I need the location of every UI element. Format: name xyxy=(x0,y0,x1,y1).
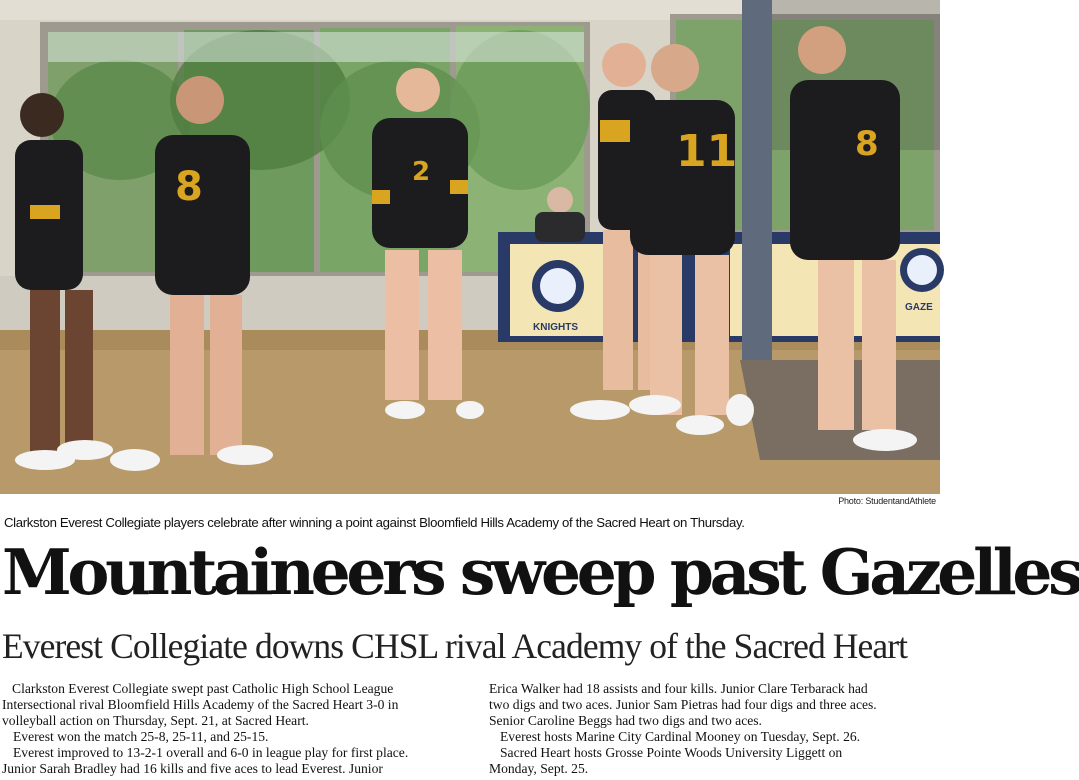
banner-text-gazelles: GAZE xyxy=(905,302,933,313)
photo-credit: Photo: StudentandAthlete xyxy=(838,496,936,506)
body-line: Monday, Sept. 25. xyxy=(489,761,589,777)
article-column-left xyxy=(2,681,472,778)
body-line: Everest hosts Marine City Cardinal Mooney on Tuesday, Sept. 26. xyxy=(500,729,861,745)
article-column-right xyxy=(489,681,941,778)
jersey-number: 11 xyxy=(676,126,738,177)
body-line: Erica Walker had 18 assists and four kills. Junior Clare Terbarack had xyxy=(489,681,868,696)
jersey-number: 8 xyxy=(855,124,879,164)
body-line: Clarkston Everest Collegiate swept past Catholic High School League xyxy=(12,681,394,696)
photo-caption: Clarkston Everest Collegiate players celebrate after winning a point against Bloomfield Hills Academy of the Sacred Heart on Thursday. xyxy=(4,515,745,530)
subheadline: Everest Collegiate downs CHSL rival Academy of the Sacred Heart xyxy=(2,626,908,666)
body-line: Everest improved to 13-2-1 overall and 6-0 in league play for first place. xyxy=(13,745,409,761)
headline: Mountaineers sweep past Gazelles xyxy=(2,535,1079,609)
jersey-number: 2 xyxy=(412,157,431,187)
body-line: volleyball action on Thursday, Sept. 21, at Sacred Heart. xyxy=(2,713,309,729)
body-line: two digs and two aces. Junior Sam Pietras had four digs and three aces. xyxy=(489,697,877,713)
body-line: Junior Sarah Bradley had 16 kills and five aces to lead Everest. Junior xyxy=(2,761,383,777)
article-body xyxy=(2,681,938,780)
jersey-number: 8 xyxy=(175,164,203,210)
body-line: Everest won the match 25-8, 25-11, and 25-15. xyxy=(13,729,269,745)
body-line: Senior Caroline Beggs had two digs and two aces. xyxy=(489,713,762,729)
body-line: Intersectional rival Bloomfield Hills Academy of the Sacred Heart 3-0 in xyxy=(2,697,399,713)
body-line: Sacred Heart hosts Grosse Pointe Woods University Liggett on xyxy=(500,745,843,761)
banner-text-knights: KNIGHTS xyxy=(533,322,578,333)
